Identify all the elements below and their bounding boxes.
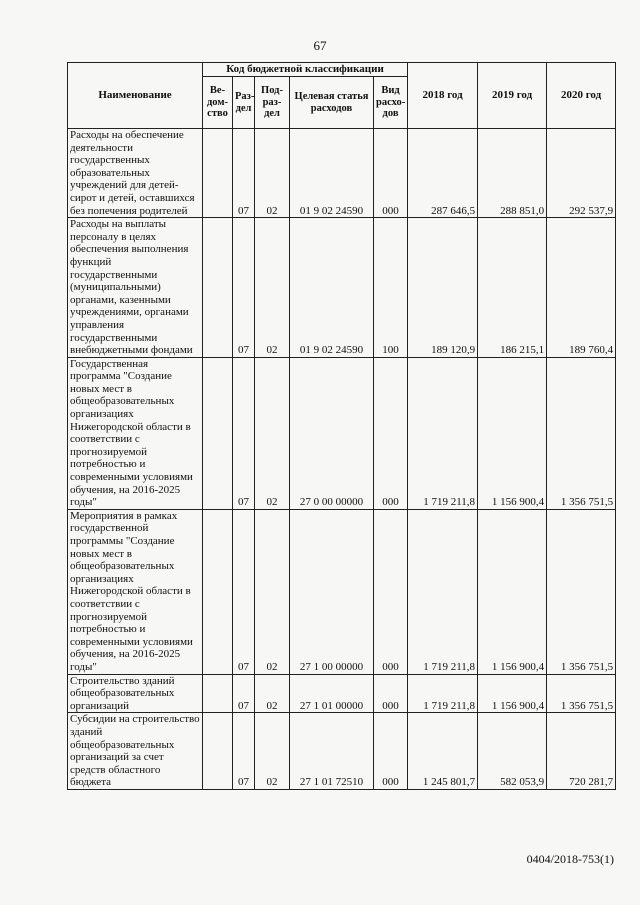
row-2018: 1 719 211,8 — [408, 357, 478, 509]
row-razdel: 07 — [233, 357, 255, 509]
row-2020: 1 356 751,5 — [547, 357, 616, 509]
row-2020: 189 760,4 — [547, 218, 616, 358]
row-razdel: 07 — [233, 713, 255, 790]
row-name: Строительство зданий общеобразовательных организаций — [68, 674, 203, 713]
table-row — [68, 509, 616, 674]
header-name: Наименование — [68, 63, 203, 129]
row-2018: 287 646,5 — [408, 129, 478, 218]
header-vid: Вид расхо-дов — [374, 77, 408, 129]
row-vedomstvo — [203, 357, 233, 509]
row-vedomstvo — [203, 713, 233, 790]
row-vid: 000 — [374, 509, 408, 674]
row-2018: 1 719 211,8 — [408, 674, 478, 713]
table-row — [68, 218, 616, 358]
row-target: 01 9 02 24590 — [290, 129, 374, 218]
row-2020: 1 356 751,5 — [547, 674, 616, 713]
row-2019: 186 215,1 — [478, 218, 547, 358]
row-2019: 288 851,0 — [478, 129, 547, 218]
row-podrazdel: 02 — [255, 129, 290, 218]
table-row — [68, 357, 616, 509]
row-razdel: 07 — [233, 674, 255, 713]
row-razdel: 07 — [233, 509, 255, 674]
row-vedomstvo — [203, 509, 233, 674]
row-name: Расходы на обеспечение деятельности государственных образовательных учреждений для детей-сирот и детей, оставшихся без попечения родителей — [68, 129, 203, 218]
header-2019: 2019 год — [478, 63, 547, 129]
header-target: Целевая статья расходов — [290, 77, 374, 129]
table-row — [68, 713, 616, 790]
document-code: 0404/2018-753(1) — [526, 852, 614, 866]
row-name: Расходы на выплаты персоналу в целях обеспечения выполнения функций государственными (муниципальными) органами, казенными учреждениями, органами управления государственными внебюджетными фондами — [68, 218, 203, 358]
header-classification-group: Код бюджетной классификации — [203, 63, 408, 77]
budget-table — [67, 62, 616, 790]
row-name: Государственная программа "Создание новых мест в общеобразовательных организациях Нижегородской области в соответствии с прогнозируемой потребностью и современными условиями обучения, на 2016-2025 годы" — [68, 357, 203, 509]
row-vedomstvo — [203, 674, 233, 713]
header-razdel: Раз-дел — [233, 77, 255, 129]
row-vid: 000 — [374, 357, 408, 509]
row-2018: 1 245 801,7 — [408, 713, 478, 790]
row-vedomstvo — [203, 218, 233, 358]
row-podrazdel: 02 — [255, 357, 290, 509]
header-podrazdel: Под-раз-дел — [255, 77, 290, 129]
row-vedomstvo — [203, 129, 233, 218]
row-2018: 189 120,9 — [408, 218, 478, 358]
row-target: 27 1 00 00000 — [290, 509, 374, 674]
row-target: 01 9 02 24590 — [290, 218, 374, 358]
row-2020: 720 281,7 — [547, 713, 616, 790]
header-2018: 2018 год — [408, 63, 478, 129]
row-vid: 000 — [374, 129, 408, 218]
header-2020: 2020 год — [547, 63, 616, 129]
row-target: 27 0 00 00000 — [290, 357, 374, 509]
row-2019: 1 156 900,4 — [478, 674, 547, 713]
row-target: 27 1 01 00000 — [290, 674, 374, 713]
row-name: Мероприятия в рамках государственной программы "Создание новых мест в общеобразовательных организациях Нижегородской области в соответствии с прогнозируемой потребностью и современными условиями обучения, на 2016-2025 годы" — [68, 509, 203, 674]
row-2018: 1 719 211,8 — [408, 509, 478, 674]
row-vid: 000 — [374, 713, 408, 790]
row-2019: 582 053,9 — [478, 713, 547, 790]
header-vedomstvo: Ве-дом-ство — [203, 77, 233, 129]
row-razdel: 07 — [233, 129, 255, 218]
row-razdel: 07 — [233, 218, 255, 358]
row-2019: 1 156 900,4 — [478, 509, 547, 674]
table-row — [68, 674, 616, 713]
page-number: 67 — [313, 38, 327, 53]
row-podrazdel: 02 — [255, 713, 290, 790]
row-2020: 1 356 751,5 — [547, 509, 616, 674]
row-2020: 292 537,9 — [547, 129, 616, 218]
row-podrazdel: 02 — [255, 674, 290, 713]
row-name: Субсидии на строительство зданий общеобразовательных организаций за счет средств областного бюджета — [68, 713, 203, 790]
row-vid: 000 — [374, 674, 408, 713]
table-row — [68, 129, 616, 218]
row-podrazdel: 02 — [255, 218, 290, 358]
row-2019: 1 156 900,4 — [478, 357, 547, 509]
row-target: 27 1 01 72510 — [290, 713, 374, 790]
row-podrazdel: 02 — [255, 509, 290, 674]
row-vid: 100 — [374, 218, 408, 358]
